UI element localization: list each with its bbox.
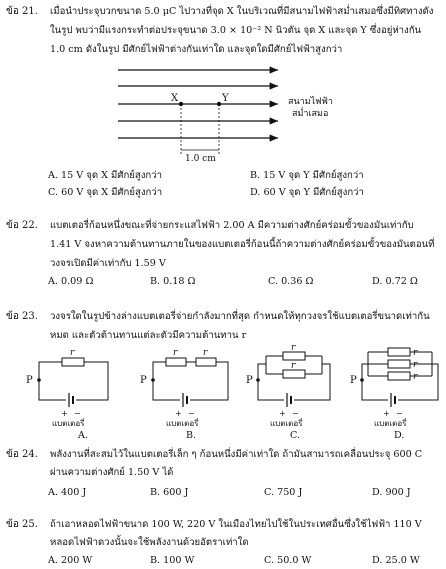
resistor — [283, 370, 305, 378]
question-number: ข้อ 22. — [6, 220, 38, 231]
minus-sign: − — [74, 409, 81, 418]
minus-sign: − — [396, 409, 403, 418]
resistor — [166, 358, 186, 366]
minus-sign: − — [292, 409, 299, 418]
choice-d[interactable]: D. 25.0 W — [372, 555, 420, 566]
battery-label: แบตเตอรี่ — [270, 419, 303, 428]
plus-sign: + — [61, 409, 68, 418]
choice-b[interactable]: B. 600 J — [150, 487, 189, 498]
choice-a[interactable]: A. 15 V จุด X มีศักย์สูงกว่า — [48, 170, 163, 181]
resistor-label: r — [291, 343, 296, 353]
choice-d[interactable]: D. 0.72 Ω — [372, 276, 418, 287]
question-text-line: 1.0 cm ดังในรูป มีศักย์ไฟฟ้าต่างกันเท่าใด และจุดใดมีศักย์ไฟฟ้าสูงกว่า — [50, 44, 343, 55]
circuit-b — [140, 348, 228, 428]
choice-a[interactable]: A. 200 W — [48, 555, 93, 566]
question-number: ข้อ 24. — [6, 449, 38, 460]
question-text-line: พลังงานที่สะสมไว้ในแบตเตอรี่เล็ก ๆ ก้อนหนึ่งมีค่าเท่าใด ถ้ามันสามารถเคลื่อนประจุ 600 C — [50, 449, 423, 460]
resistor-label: r — [70, 348, 75, 358]
question-number: ข้อ 25. — [6, 519, 38, 530]
plus-sign: + — [279, 409, 286, 418]
p-label: P — [246, 375, 253, 386]
resistor-label: r — [291, 361, 296, 371]
resistor-label: r — [203, 348, 208, 358]
question-text-line: หลอดไฟฟ้าดวงนั้นจะใช้พลังงานด้วยอัตราเท่าใด — [50, 537, 249, 548]
choice-b[interactable]: B. — [186, 430, 197, 441]
p-label: P — [140, 375, 147, 386]
question-text-line: ถ้าเอาหลอดไฟฟ้าขนาด 100 W, 220 V ในเมืองไทยไปใช้ในประเทศอื่นซึ่งใช้ไฟฟ้า 110 V — [50, 519, 422, 530]
choice-c[interactable]: C. 60 V จุด X มีศักย์สูงกว่า — [48, 187, 163, 198]
battery-label: แบตเตอรี่ — [374, 419, 407, 428]
plus-sign: + — [175, 409, 182, 418]
choice-a[interactable]: A. 400 J — [48, 487, 87, 498]
resistor — [388, 372, 410, 380]
choice-b[interactable]: B. 15 V จุด Y มีศักย์สูงกว่า — [250, 170, 364, 181]
question-text-line: ในรูป พบว่ามีแรงกระทำต่อประจุขนาด 3.0 × 10⁻² N นิวตัน จุด X และจุด Y ซึ่งอยู่ห่างกัน — [50, 25, 422, 36]
resistor-label: r — [413, 372, 418, 382]
resistor — [388, 348, 410, 356]
choice-a[interactable]: A. — [78, 430, 88, 441]
question-text-line: หมด และตัวต้านทานแต่ละตัวมีความต้านทาน r — [50, 330, 247, 341]
choice-d[interactable]: D. — [394, 430, 405, 441]
resistor — [62, 358, 84, 366]
choice-c[interactable]: C. 0.36 Ω — [268, 276, 314, 287]
field-label-1: สนามไฟฟ้า — [288, 97, 333, 107]
question-text-line: เมื่อนำประจุบวกขนาด 5.0 μC ไปวางที่จุด X ในบริเวณที่มีสนามไฟฟ้าสม่ำเสมอซึ่งมีทิศทางดัง — [50, 6, 434, 17]
choice-b[interactable]: B. 0.18 Ω — [150, 276, 196, 287]
field-label-2: สม่ำเสมอ — [292, 109, 329, 119]
point-x-label: X — [171, 93, 179, 104]
circuit-c — [246, 343, 330, 428]
choice-d[interactable]: D. 60 V จุด Y มีศักย์สูงกว่า — [250, 187, 364, 198]
choice-c[interactable]: C. 50.0 W — [264, 555, 312, 566]
choice-a[interactable]: A. 0.09 Ω — [48, 276, 94, 287]
choice-c[interactable]: C. — [290, 430, 301, 441]
circuit-diagrams — [0, 342, 446, 434]
resistor — [196, 358, 216, 366]
point-y-label: Y — [222, 93, 229, 104]
choice-c[interactable]: C. 750 J — [264, 487, 303, 498]
electric-field-diagram — [118, 64, 348, 164]
battery-label: แบตเตอรี่ — [166, 419, 199, 428]
circuit-d — [350, 348, 438, 428]
question-text-line: 1.41 V จงหาความต้านทานภายในของแบตเตอรี่ก้อนนี้ถ้าความต่างศักย์คร่อมขั้วของมันตอนที่ — [50, 239, 435, 250]
choice-d[interactable]: D. 900 J — [372, 487, 411, 498]
resistor — [388, 360, 410, 368]
distance-label: 1.0 cm — [185, 154, 216, 164]
question-text-line: ผ่านความต่างศักย์ 1.50 V ได้ — [50, 467, 174, 478]
resistor-label: r — [413, 348, 418, 358]
minus-sign: − — [188, 409, 195, 418]
battery-label: แบตเตอรี่ — [52, 419, 85, 428]
resistor-label: r — [173, 348, 178, 358]
resistor-label: r — [413, 360, 418, 370]
question-text-line: วงจรเปิดมีค่าเท่ากับ 1.59 V — [50, 258, 166, 269]
resistor — [283, 352, 305, 360]
p-label: P — [26, 375, 33, 386]
question-text-line: วงจรใดในรูปข้างล่างแบตเตอรี่จ่ายกำลังมากที่สุด กำหนดให้ทุกวงจรใช้แบตเตอรี่ขนาดเท่ากัน — [50, 311, 430, 322]
question-number: ข้อ 21. — [6, 6, 38, 17]
circuit-a — [26, 348, 108, 428]
question-number: ข้อ 23. — [6, 311, 38, 322]
p-label: P — [350, 375, 357, 386]
plus-sign: + — [383, 409, 390, 418]
choice-b[interactable]: B. 100 W — [150, 555, 195, 566]
question-text-line: แบตเตอรี่ก้อนหนึ่งขณะที่จ่ายกระแสไฟฟ้า 2.00 A มีความต่างศักย์คร่อมขั้วของมันเท่ากับ — [50, 220, 414, 231]
